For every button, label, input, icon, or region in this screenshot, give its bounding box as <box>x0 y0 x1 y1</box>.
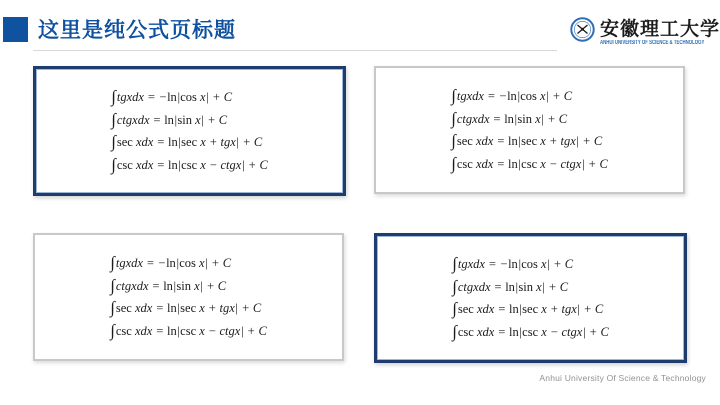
formula-line: ∫sec xdx = ln|sec x + tgx| + C <box>110 298 262 317</box>
formula-line: ∫tgxdx = −ln|cos x| + C <box>451 86 573 105</box>
formula-line: ∫csc xdx = ln|csc x − ctgx| + C <box>451 153 608 173</box>
formula-line: ∫csc xdx = ln|csc x − ctgx| + C <box>452 321 609 341</box>
page-title: 这里是纯公式页标题 <box>38 19 236 42</box>
formula-line: ∫tgxdx = −ln|cos x| + C <box>452 254 574 273</box>
title-underline <box>33 50 557 51</box>
formula-line: ∫ctgxdx = ln|sin x| + C <box>111 109 228 129</box>
university-logo <box>570 16 720 50</box>
formula-line: ∫tgxdx = −ln|cos x| + C <box>111 87 233 106</box>
formula-line: ∫ctgxdx = ln|sin x| + C <box>451 108 568 128</box>
formula-block <box>110 252 267 342</box>
formula-card-bottom-right <box>374 233 687 363</box>
formula-block <box>452 253 609 343</box>
formula-line: ∫sec xdx = ln|sec x + tgx| + C <box>452 299 604 318</box>
formula-card-bottom-left <box>33 233 344 361</box>
formula-line: ∫csc xdx = ln|csc x − ctgx| + C <box>110 320 267 340</box>
university-name-cn: 安徽理工大学 <box>600 19 720 40</box>
formula-block <box>111 86 268 176</box>
formula-line: ∫ctgxdx = ln|sin x| + C <box>452 276 569 296</box>
formula-line: ∫ctgxdx = ln|sin x| + C <box>110 275 227 295</box>
footer-credit: Anhui University Of Science & Technology <box>539 373 706 383</box>
formula-line: ∫sec xdx = ln|sec x + tgx| + C <box>111 132 263 151</box>
formula-line: ∫sec xdx = ln|sec x + tgx| + C <box>451 131 603 150</box>
formula-block <box>451 85 608 175</box>
formula-card-top-left <box>33 66 346 196</box>
title-accent-square <box>3 17 28 42</box>
university-emblem-icon <box>570 17 595 42</box>
university-name-en: ANHUI UNIVERSITY OF SCIENCE & TECHNOLOGY <box>600 40 705 46</box>
formula-line: ∫csc xdx = ln|csc x − ctgx| + C <box>111 154 268 174</box>
formula-line: ∫tgxdx = −ln|cos x| + C <box>110 253 232 272</box>
formula-card-top-right <box>374 66 685 194</box>
